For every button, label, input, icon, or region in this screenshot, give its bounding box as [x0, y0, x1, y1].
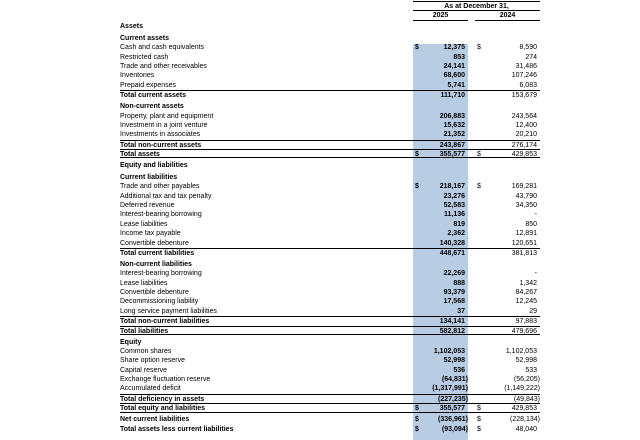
cell-2025: [413, 239, 468, 248]
cell-2024: [475, 347, 540, 356]
value-2024: 1,102,053: [505, 347, 537, 355]
value-2024: 533: [525, 366, 537, 374]
cell-2024: [475, 141, 540, 149]
value-2025: 1,102,053: [433, 347, 465, 355]
row-label: Total deficiency in assets: [120, 395, 205, 403]
cell-2024: [475, 43, 540, 52]
value-2025: (64,831): [441, 376, 468, 384]
table-row: [120, 34, 540, 43]
value-2025: 11,136: [443, 211, 465, 219]
table-row: [120, 394, 540, 403]
row-label: Assets: [120, 23, 143, 30]
value-2024: 12,891: [515, 230, 537, 238]
table-row: [120, 338, 540, 347]
cell-2024: [475, 22, 540, 31]
cell-2025: [413, 81, 468, 90]
cell-2025: [413, 327, 468, 334]
cell-2024: [475, 288, 540, 297]
row-label: Investment in a joint venture: [120, 121, 208, 129]
report-header: [413, 1, 540, 21]
row-label: Prepaid expenses: [120, 81, 177, 89]
value-2024: 276,174: [511, 141, 537, 149]
table-row: [120, 62, 540, 71]
dollar-sign: $: [477, 425, 481, 433]
value-2025: 23,276: [443, 192, 465, 200]
value-2024: 52,998: [515, 357, 537, 365]
table-row: [120, 316, 540, 325]
table-row: [120, 201, 540, 210]
dollar-sign: $: [415, 151, 419, 159]
row-label: Non-current liabilities: [120, 260, 192, 268]
cell-2024: [475, 161, 540, 170]
cell-2025: [413, 34, 468, 43]
cell-2025: [413, 192, 468, 201]
row-label: Common shares: [120, 347, 172, 355]
cell-2024: [475, 34, 540, 43]
cell-2025: [413, 297, 468, 306]
row-label: Equity: [120, 338, 142, 346]
table-row: [120, 260, 540, 269]
row-label: Net current liabilities: [120, 416, 190, 424]
table-row: [120, 347, 540, 356]
table-row: [120, 130, 540, 139]
cell-2024: [475, 229, 540, 238]
cell-2025: [413, 425, 468, 434]
value-2025: 536: [453, 366, 465, 374]
table-row: [120, 173, 540, 182]
cell-2025: [413, 102, 468, 111]
row-label: Additional tax and tax penalty: [120, 192, 212, 200]
cell-2024: [475, 192, 540, 201]
value-2025: 52,583: [443, 202, 465, 210]
cell-2025: [413, 288, 468, 297]
cell-2025: [413, 121, 468, 130]
row-label: Share option reserve: [120, 357, 185, 365]
row-label: Non-current assets: [120, 103, 184, 111]
cell-2025: [413, 22, 468, 31]
statement-rows: [120, 22, 540, 434]
row-label: Lease liabilities: [120, 220, 168, 228]
cell-2025: [413, 260, 468, 269]
cell-2024: [475, 201, 540, 210]
cell-2025: [413, 249, 468, 257]
table-row: [120, 269, 540, 278]
value-2024: (49,843): [513, 395, 540, 403]
value-2024: 381,813: [511, 249, 537, 257]
value-2024: -: [534, 211, 537, 219]
row-label: Total non-current assets: [120, 141, 202, 149]
table-row: [120, 112, 540, 121]
dollar-sign: $: [477, 416, 481, 424]
row-label: Restricted cash: [120, 53, 169, 61]
cell-2024: [475, 91, 540, 99]
cell-2024: [475, 356, 540, 365]
row-label: Current assets: [120, 34, 170, 42]
table-row: [120, 182, 540, 191]
table-row: [120, 425, 540, 434]
table-row: [120, 140, 540, 149]
cell-2025: [413, 43, 468, 52]
cell-2025: [413, 279, 468, 288]
cell-2025: [413, 415, 468, 424]
value-2024: 243,564: [511, 112, 537, 120]
row-label: Investments in associates: [120, 131, 201, 139]
dollar-sign: $: [477, 405, 481, 413]
cell-2024: [475, 71, 540, 80]
row-label: Decommissioning liability: [120, 298, 199, 306]
row-label: Total current liabilities: [120, 249, 195, 257]
dollar-sign: $: [477, 183, 481, 191]
value-2025: 24,141: [443, 63, 465, 71]
value-2024: 12,400: [515, 121, 537, 129]
value-2024: 429,853: [511, 405, 537, 413]
table-row: [120, 326, 540, 335]
cell-2025: [413, 161, 468, 170]
row-label: Total equity and liabilities: [120, 405, 206, 412]
row-label: Interest-bearing borrowing: [120, 211, 202, 219]
value-2024: 274: [525, 53, 537, 61]
value-2025: 52,998: [443, 357, 465, 365]
value-2025: (1,317,991): [432, 385, 468, 393]
cell-2024: [475, 317, 540, 325]
dollar-sign: $: [415, 405, 419, 413]
table-row: [120, 210, 540, 219]
cell-2024: [475, 279, 540, 288]
cell-2025: [413, 130, 468, 139]
dollar-sign: $: [415, 183, 419, 191]
cell-2024: [475, 112, 540, 121]
cell-2024: [475, 121, 540, 130]
row-label: Equity and liabilities: [120, 161, 188, 169]
value-2025: 218,167: [439, 183, 465, 191]
row-label: Current liabilities: [120, 173, 178, 181]
value-2024: (1,149,222): [504, 385, 540, 393]
value-2025: 243,867: [439, 141, 465, 149]
table-row: [120, 22, 540, 31]
table-row: [120, 297, 540, 306]
table-row: [120, 288, 540, 297]
table-row: [120, 43, 540, 52]
cell-2025: [413, 210, 468, 219]
table-row: [120, 279, 540, 288]
cell-2024: [475, 182, 540, 191]
table-row: [120, 81, 540, 90]
dollar-sign: $: [477, 151, 481, 159]
table-row: [120, 192, 540, 201]
cell-2024: [475, 327, 540, 334]
row-label: Capital reserve: [120, 366, 168, 374]
column-header-2025: 2025: [413, 11, 468, 21]
value-2025: 111,710: [440, 92, 465, 100]
value-2025: 888: [453, 279, 465, 287]
column-headers: [413, 11, 540, 21]
value-2025: 140,328: [439, 239, 465, 247]
row-label: Total non-current liabilities: [120, 318, 210, 326]
value-2025: 15,632: [443, 121, 465, 129]
value-2024: 479,696: [511, 327, 537, 335]
cell-2024: [475, 173, 540, 182]
row-label: Inventories: [120, 72, 155, 80]
value-2024: (56,205): [513, 376, 540, 384]
row-label: Total current assets: [120, 92, 187, 100]
cell-2025: [413, 375, 468, 384]
cell-2024: [475, 366, 540, 375]
value-2024: 169,281: [511, 183, 537, 191]
row-label: Exchange fluctuation reserve: [120, 376, 211, 384]
value-2025: 17,568: [443, 298, 465, 306]
table-row: [120, 161, 540, 170]
table-row: [120, 220, 540, 229]
value-2024: 429,853: [511, 151, 537, 159]
value-2025: (227,235): [438, 395, 468, 403]
cell-2024: [475, 338, 540, 347]
dollar-sign: $: [415, 416, 419, 424]
value-2024: 84,267: [515, 289, 537, 297]
value-2025: (336,961): [438, 416, 468, 424]
cell-2025: [413, 150, 468, 157]
cell-2025: [413, 395, 468, 403]
table-row: [120, 121, 540, 130]
table-row: [120, 229, 540, 238]
value-2025: 819: [453, 220, 465, 228]
cell-2025: [413, 356, 468, 365]
table-row: [120, 415, 540, 424]
cell-2025: [413, 384, 468, 393]
header-title: As at December 31,: [413, 2, 540, 11]
value-2025: 68,600: [443, 72, 465, 80]
value-2025: 2,362: [447, 230, 465, 238]
cell-2024: [475, 53, 540, 62]
cell-2025: [413, 220, 468, 229]
column-header-2024: 2024: [475, 11, 540, 21]
cell-2024: [475, 384, 540, 393]
value-2024: 31,486: [515, 63, 537, 71]
value-2025: 134,141: [439, 318, 465, 326]
cell-2025: [413, 62, 468, 71]
table-row: [120, 375, 540, 384]
value-2024: 12,245: [515, 298, 537, 306]
cell-2025: [413, 317, 468, 325]
value-2025: 93,379: [443, 289, 465, 297]
cell-2024: [475, 395, 540, 403]
dollar-sign: $: [477, 44, 481, 52]
value-2025: 21,352: [443, 131, 465, 139]
cell-2025: [413, 182, 468, 191]
cell-2024: [475, 62, 540, 71]
value-2024: 850: [525, 220, 537, 228]
cell-2025: [413, 53, 468, 62]
cell-2024: [475, 210, 540, 219]
table-row: [120, 90, 540, 99]
row-label: Total assets less current liabilities: [120, 425, 234, 433]
table-row: [120, 53, 540, 62]
row-label: Convertible debenture: [120, 239, 189, 247]
cell-2025: [413, 338, 468, 347]
cell-2024: [475, 260, 540, 269]
value-2025: (93,094): [441, 425, 468, 433]
row-label: Cash and cash equivalents: [120, 44, 205, 52]
value-2025: 582,812: [439, 327, 465, 335]
cell-2024: [475, 425, 540, 434]
value-2024: 29: [529, 307, 537, 315]
cell-2025: [413, 173, 468, 182]
table-row: [120, 366, 540, 375]
dollar-sign: $: [415, 425, 419, 433]
value-2024: 120,651: [511, 239, 537, 247]
column-gap: [468, 11, 475, 21]
value-2024: 48,040: [515, 425, 537, 433]
cell-2024: [475, 375, 540, 384]
cell-2024: [475, 269, 540, 278]
cell-2025: [413, 201, 468, 210]
row-label: Convertible debenture: [120, 289, 189, 297]
cell-2024: [475, 297, 540, 306]
cell-2024: [475, 415, 540, 424]
cell-2025: [413, 112, 468, 121]
row-label: Interest-bearing borrowing: [120, 270, 202, 278]
row-label: Total liabilities: [120, 327, 169, 334]
cell-2025: [413, 91, 468, 99]
value-2025: 853: [453, 53, 465, 61]
value-2025: 37: [457, 307, 465, 315]
value-2024: 43,790: [515, 192, 537, 200]
cell-2024: [475, 239, 540, 248]
value-2025: 355,577: [439, 151, 465, 159]
value-2024: 97,883: [515, 318, 537, 326]
cell-2025: [413, 71, 468, 80]
row-label: Income tax payable: [120, 230, 181, 238]
cell-2024: [475, 150, 540, 157]
row-label: Property, plant and equipment: [120, 112, 214, 120]
value-2024: 34,350: [515, 202, 537, 210]
value-2024: 8,590: [519, 44, 537, 52]
row-label: Total assets: [120, 151, 160, 158]
cell-2024: [475, 307, 540, 316]
value-2024: 20,210: [515, 131, 537, 139]
value-2024: (228,134): [510, 416, 540, 424]
cell-2025: [413, 269, 468, 278]
cell-2025: [413, 404, 468, 411]
value-2025: 22,269: [443, 270, 465, 278]
cell-2024: [475, 102, 540, 111]
value-2024: 107,246: [511, 72, 537, 80]
row-label: Long service payment liabilities: [120, 307, 217, 315]
table-row: [120, 102, 540, 111]
row-label: Lease liabilities: [120, 279, 168, 287]
value-2025: 12,375: [443, 44, 465, 52]
value-2024: 1,342: [519, 279, 537, 287]
value-2024: 153,679: [511, 92, 537, 100]
value-2024: 6,083: [519, 81, 537, 89]
table-row: [120, 149, 540, 158]
table-row: [120, 384, 540, 393]
value-2025: 355,577: [439, 405, 465, 413]
table-row: [120, 403, 540, 412]
table-row: [120, 71, 540, 80]
table-row: [120, 248, 540, 257]
cell-2024: [475, 249, 540, 257]
cell-2024: [475, 404, 540, 411]
cell-2025: [413, 366, 468, 375]
cell-2024: [475, 130, 540, 139]
row-label: Accumulated deficit: [120, 385, 181, 393]
value-2025: 206,883: [439, 112, 465, 120]
value-2025: 448,671: [439, 249, 465, 257]
cell-2025: [413, 347, 468, 356]
dollar-sign: $: [415, 44, 419, 52]
value-2025: 5,741: [447, 81, 465, 89]
row-label: Trade and other payables: [120, 183, 200, 191]
value-2024: -: [534, 270, 537, 278]
table-row: [120, 356, 540, 365]
row-label: Deferred revenue: [120, 202, 175, 210]
row-label: Trade and other receivables: [120, 63, 207, 71]
cell-2025: [413, 229, 468, 238]
cell-2025: [413, 307, 468, 316]
cell-2024: [475, 81, 540, 90]
table-row: [120, 307, 540, 316]
cell-2024: [475, 220, 540, 229]
cell-2025: [413, 141, 468, 149]
table-row: [120, 239, 540, 248]
